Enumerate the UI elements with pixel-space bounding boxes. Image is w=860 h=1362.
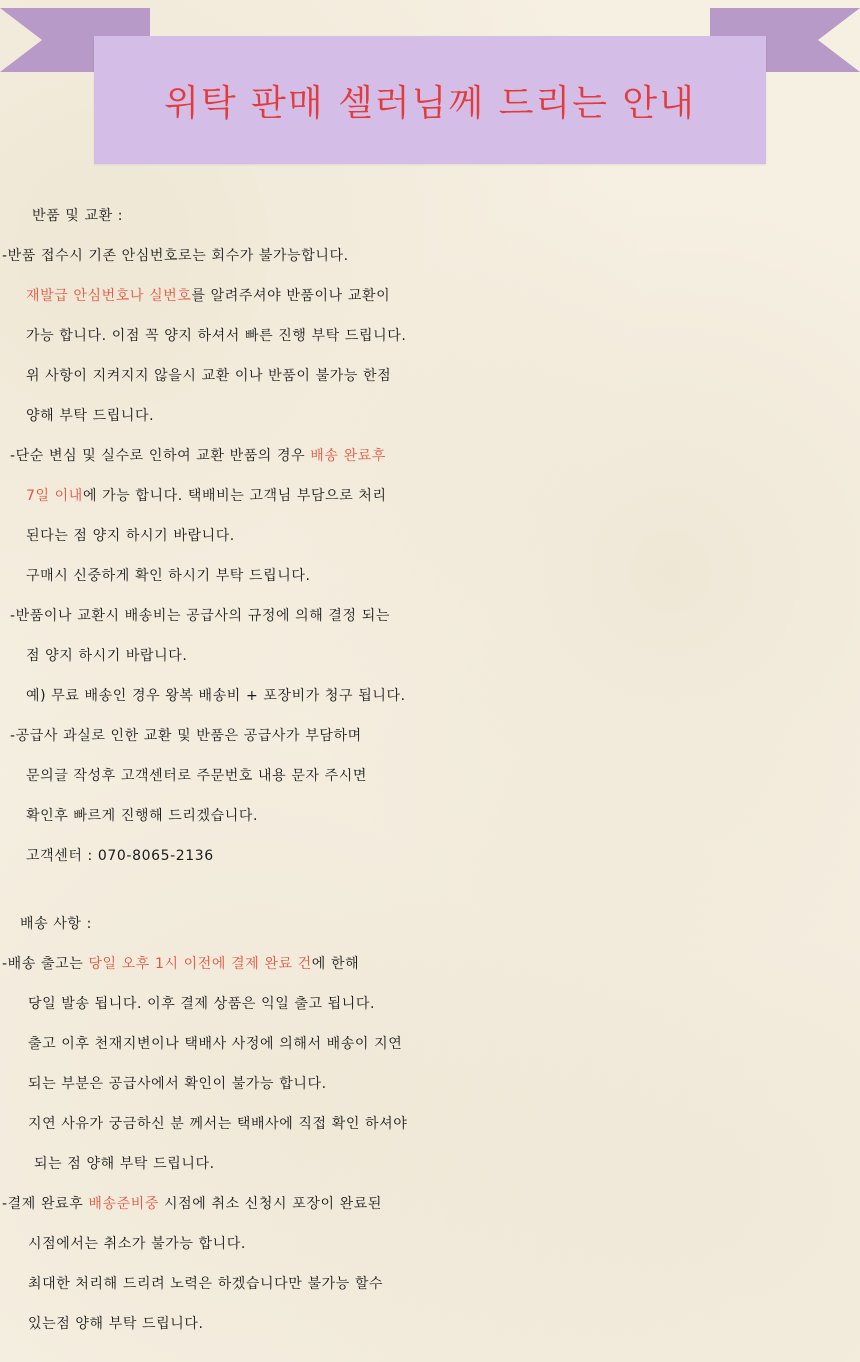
text-span: 점 양지 하시기 바랍니다. (26, 648, 188, 664)
customer-center-phone (0, 836, 860, 876)
shipping-heading-text: 배송 사항 : (20, 916, 92, 932)
text-span: 되는 부분은 공급사에서 확인이 불가능 합니다. (28, 1076, 327, 1092)
returns-item1-line2 (0, 276, 860, 316)
shipping-item1-line5 (0, 1104, 860, 1144)
text-span: 있는점 양해 부탁 드립니다. (28, 1316, 204, 1332)
text-span: 양해 부탁 드립니다. (26, 408, 155, 424)
returns-item4-line2 (0, 756, 860, 796)
returns-item1-line1 (0, 236, 860, 276)
text-span: -단순 변심 및 실수로 인하여 교환 반품의 경우 (10, 448, 311, 464)
text-span: 고객센터 : 070-8065-2136 (26, 848, 214, 864)
shipping-item1-line1 (0, 944, 860, 984)
returns-item2-line1 (0, 436, 860, 476)
highlight-text: 배송 완료후 (310, 448, 386, 464)
highlight-text: 7일 이내 (26, 488, 83, 504)
shipping-item2-line3 (0, 1264, 860, 1304)
returns-item3-line3 (0, 676, 860, 716)
highlight-text: 재발급 안심번호나 실번호 (26, 288, 192, 304)
text-span: 확인후 빠르게 진행해 드리겠습니다. (26, 808, 259, 824)
text-span: 출고 이후 천재지변이나 택배사 사정에 의해서 배송이 지연 (28, 1036, 403, 1052)
ribbon-title-box (94, 36, 766, 164)
returns-item3-line2 (0, 636, 860, 676)
notice-content (0, 196, 860, 1344)
returns-item3-line1 (0, 596, 860, 636)
returns-item2-line3 (0, 516, 860, 556)
returns-item1-line4 (0, 356, 860, 396)
text-span: -반품 접수시 기존 안심번호로는 회수가 불가능합니다. (2, 248, 349, 264)
shipping-item2-line1 (0, 1184, 860, 1224)
text-span: -반품이나 교환시 배송비는 공급사의 규정에 의해 결정 되는 (10, 608, 390, 624)
section-spacer (0, 876, 860, 904)
text-span: 예) 무료 배송인 경우 왕복 배송비 + 포장비가 청구 됩니다. (26, 688, 406, 704)
returns-item2-line2 (0, 476, 860, 516)
text-span: 위 사항이 지켜지지 않을시 교환 이나 반품이 불가능 한점 (26, 368, 392, 384)
text-span: 에 한해 (311, 956, 360, 972)
text-span: 된다는 점 양지 하시기 바랍니다. (26, 528, 235, 544)
text-span: 구매시 신중하게 확인 하시기 부탁 드립니다. (26, 568, 311, 584)
shipping-item1-line2 (0, 984, 860, 1024)
text-span: 지연 사유가 궁금하신 분 께서는 택배사에 직접 확인 하셔야 (28, 1116, 408, 1132)
returns-item1-line5 (0, 396, 860, 436)
text-span: 당일 발송 됩니다. 이후 결제 상품은 익일 출고 됩니다. (28, 996, 376, 1012)
text-span: -공급사 과실로 인한 교환 및 반품은 공급사가 부담하며 (10, 728, 362, 744)
returns-item4-line1 (0, 716, 860, 756)
shipping-item2-line4 (0, 1304, 860, 1344)
shipping-item1-line6 (0, 1144, 860, 1184)
text-span: 를 알려주셔야 반품이나 교환이 (191, 288, 391, 304)
text-span: 에 가능 합니다. 택배비는 고객님 부담으로 처리 (82, 488, 387, 504)
text-span: 최대한 처리해 드리려 노력은 하겠습니다만 불가능 할수 (28, 1276, 384, 1292)
returns-heading (0, 196, 860, 236)
returns-item1-line3 (0, 316, 860, 356)
returns-heading-text: 반품 및 교환 : (32, 208, 124, 224)
text-span: 되는 점 양해 부탁 드립니다. (34, 1156, 215, 1172)
returns-item4-line3 (0, 796, 860, 836)
text-span: -배송 출고는 (2, 956, 89, 972)
shipping-heading (0, 904, 860, 944)
text-span: 가능 합니다. 이점 꼭 양지 하셔서 빠른 진행 부탁 드립니다. (26, 328, 407, 344)
text-span: 시점에서는 취소가 불가능 합니다. (28, 1236, 246, 1252)
shipping-item1-line3 (0, 1024, 860, 1064)
highlight-text: 당일 오후 1시 이전에 결제 완료 건 (88, 956, 312, 972)
title-banner (0, 0, 860, 170)
page-title: 위탁 판매 셀러님께 드리는 안내 (164, 82, 696, 124)
shipping-item1-line4 (0, 1064, 860, 1104)
shipping-item2-line2 (0, 1224, 860, 1264)
returns-item2-line4 (0, 556, 860, 596)
text-span: 시점에 취소 신청시 포장이 완료된 (159, 1196, 382, 1212)
text-span: -결제 완료후 (2, 1196, 89, 1212)
text-span: 문의글 작성후 고객센터로 주문번호 내용 문자 주시면 (26, 768, 368, 784)
highlight-text: 배송준비중 (88, 1196, 159, 1212)
